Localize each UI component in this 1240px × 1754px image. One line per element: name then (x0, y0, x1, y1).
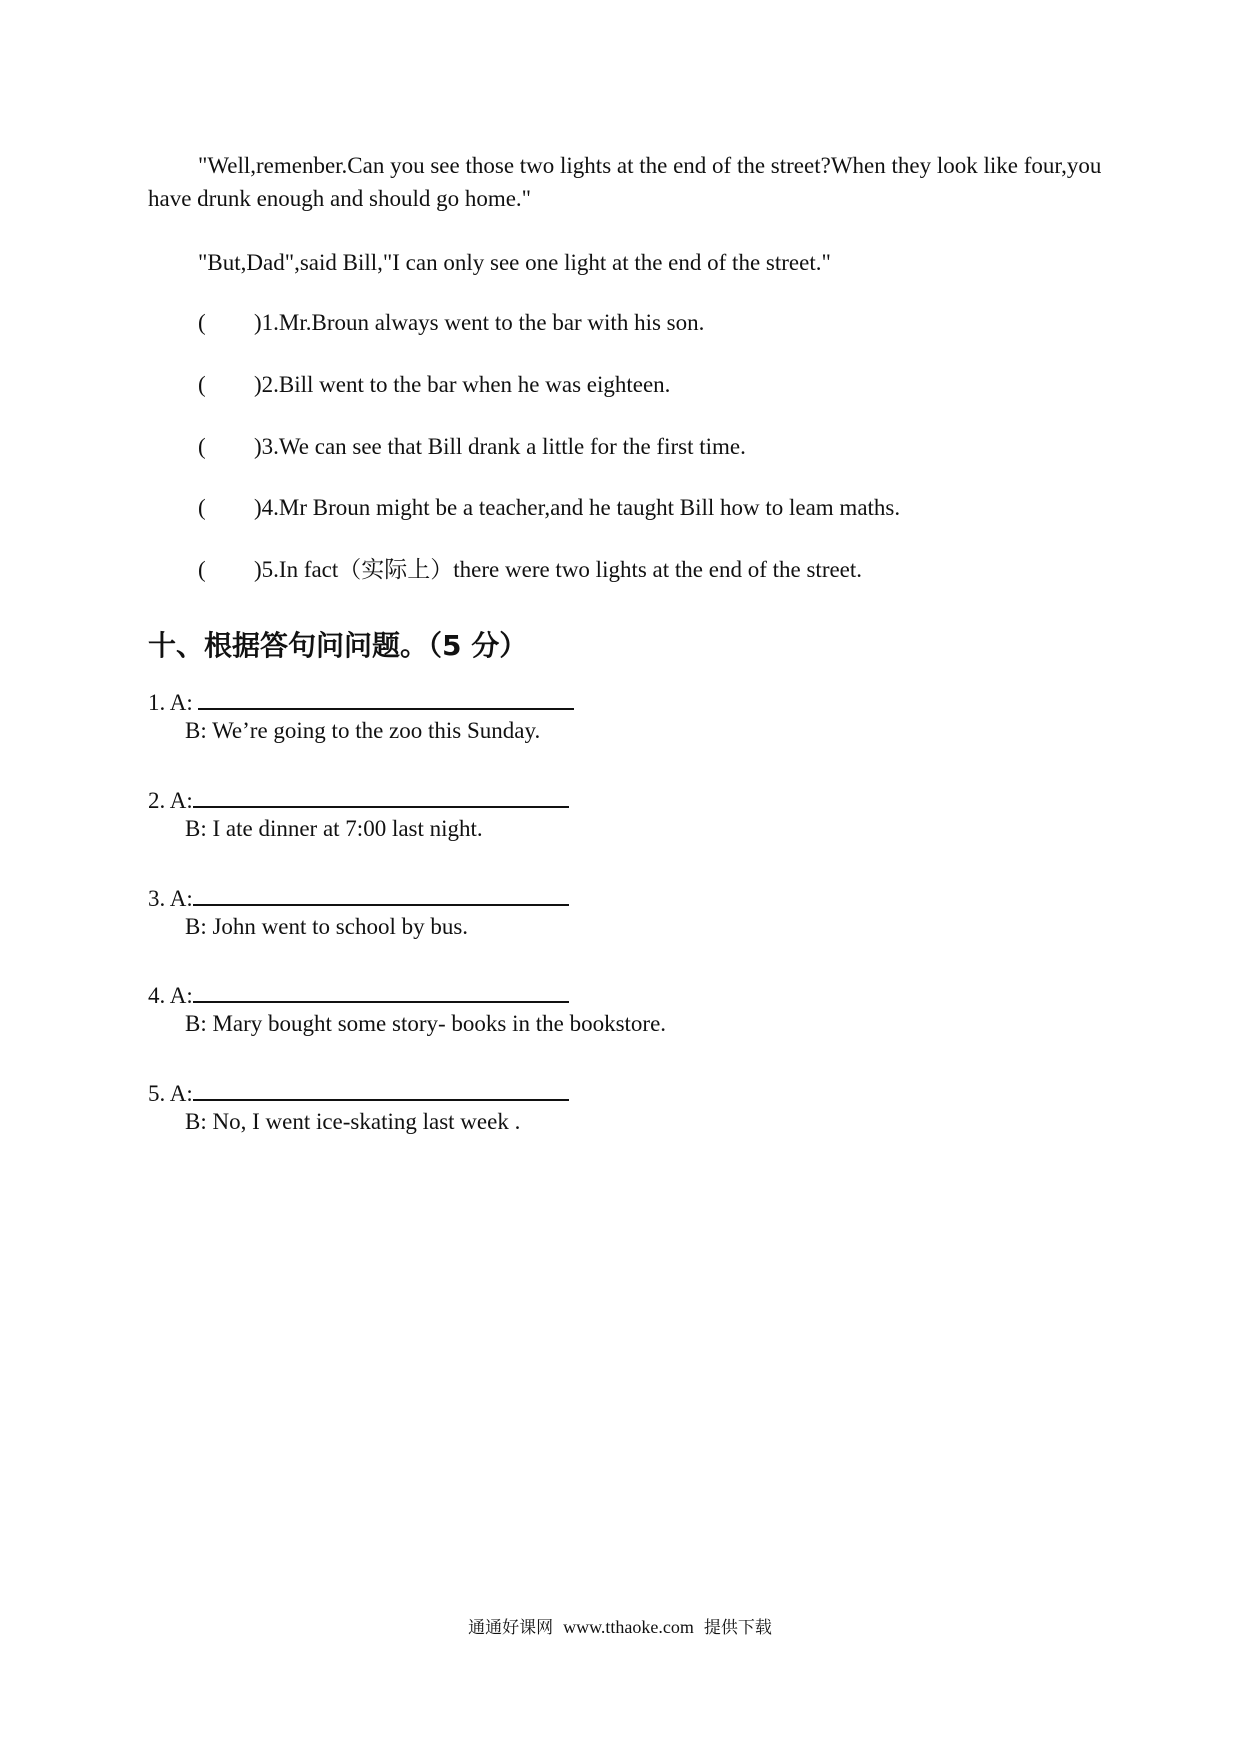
statement-text: )5.In fact（实际上）there were two lights at the end of the street. (254, 557, 863, 582)
section-title: 十、根据答句问问题。（5 分） (148, 629, 528, 662)
answer-blank-line[interactable] (193, 880, 569, 906)
a-label: 3. A: (148, 886, 193, 911)
question-a-line-1 (148, 684, 574, 718)
a-label: 1. A: (148, 690, 199, 715)
answer-blank-line[interactable] (198, 684, 574, 710)
answer-blank-paren[interactable]: ( (198, 434, 206, 459)
answer-blank-line[interactable] (193, 977, 569, 1003)
true-false-item-1 (198, 308, 704, 338)
answer-b-line-3: B: John went to school by bus. (185, 914, 469, 939)
answer-blank-paren[interactable]: ( (198, 495, 206, 520)
question-a-line-3 (148, 880, 569, 914)
true-false-item-3 (198, 432, 746, 462)
page-footer (0, 1615, 1240, 1640)
footer-suffix: 提供下载 (703, 1618, 772, 1638)
answer-b-line-1: B: We’re going to the zoo this Sunday. (185, 718, 541, 743)
footer-site-name: 通通好课网 (468, 1618, 554, 1638)
answer-blank-paren[interactable]: ( (198, 557, 206, 582)
answer-blank-paren[interactable]: ( (198, 310, 206, 335)
a-label: 4. A: (148, 983, 193, 1008)
a-label: 5. A: (148, 1081, 193, 1106)
statement-text: )3.We can see that Bill drank a little for the first time. (254, 434, 746, 459)
passage-paragraph-1: "Well,remenber.Can you see those two lights at the end of the street?When they look like four,you have drunk enough and should go home." (148, 153, 1102, 211)
answer-b-line-2: B: I ate dinner at 7:00 last night. (185, 816, 483, 841)
answer-blank-paren[interactable]: ( (198, 372, 206, 397)
a-label: 2. A: (148, 788, 193, 813)
question-a-line-4 (148, 977, 569, 1011)
answer-b-line-5: B: No, I went ice-skating last week . (185, 1109, 521, 1134)
question-a-line-5 (148, 1075, 569, 1109)
passage-paragraph-2: "But,Dad",said Bill,"I can only see one light at the end of the street." (198, 250, 831, 275)
question-a-line-2 (148, 782, 569, 816)
true-false-item-2 (198, 370, 670, 400)
footer-url: www.tthaoke.com (563, 1617, 694, 1637)
true-false-item-4 (198, 493, 900, 523)
true-false-item-5 (198, 555, 862, 585)
answer-b-line-4: B: Mary bought some story- books in the bookstore. (185, 1011, 667, 1036)
answer-blank-line[interactable] (193, 1075, 569, 1101)
statement-text: )4.Mr Broun might be a teacher,and he taught Bill how to leam maths. (254, 495, 901, 520)
statement-text: )2.Bill went to the bar when he was eighteen. (254, 372, 671, 397)
answer-blank-line[interactable] (193, 782, 569, 808)
statement-text: )1.Mr.Broun always went to the bar with his son. (254, 310, 705, 335)
